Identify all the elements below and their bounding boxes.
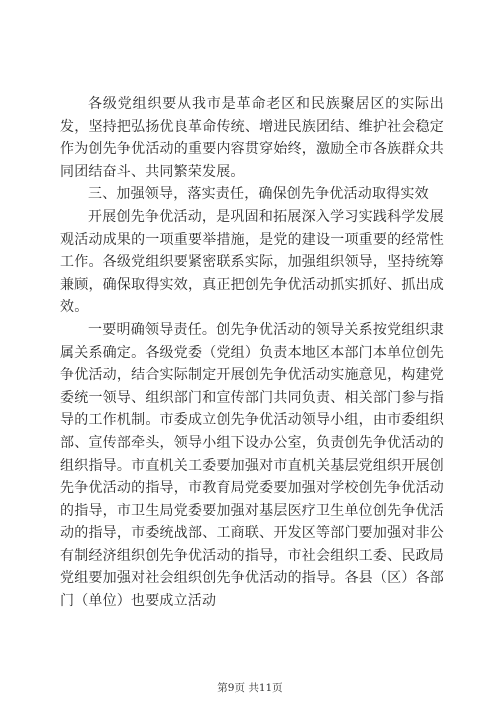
section-heading-leadership: 三、加强领导，落实责任，确保创先争优活动取得实效 [88, 186, 429, 203]
paragraph-overview: 开展创先争优活动，是巩固和拓展深入学习实践科学发展观活动成果的一项重要举措施，是党的建设一项重要的经常性工作。各级党组织要紧密联系实际，加强组织领导，坚持统筹兼顾，确保取得实效，真正把创先争优活动抓实抓好、抓出成效。 [60, 208, 444, 316]
document-body [60, 93, 444, 613]
paragraph-ethnic-unity: 各级党组织要从我市是革命老区和民族聚居区的实际出发，坚持把弘扬优良革命传统、增进民族团结、维护社会稳定作为创先争优活动的重要内容贯穿始终，激励全市各族群众共同团结奋斗、共同繁荣发展。 [60, 96, 444, 180]
page-footer: 第9页 共11页 [217, 682, 283, 694]
paragraph-leadership-responsibility: 一要明确领导责任。创先争优活动的领导关系按党组织隶属关系确定。各级党委（党组）负责本地区本部门本单位创先争优活动，结合实际制定开展创先争优活动实施意见，构建党委统一领导、组织部门和宣传部门共同负责、相关部门参与指导的工作机制。市委成立创先争优活动领导小组，由市委组织部、宣传部牵头，领导小组下设办公室，负责创先争优活动的组织指导。市直机关工委要加强对市直机关基层党组织开展创先争优活动的指导，市教育局党委要加强对学校创先争优活动的指导，市卫生局党委要加强对基层医疗卫生单位创先争优活动的指导，市委统战部、工商联、开发区等部门要加强对非公有制经济组织创先争优活动的指导，市社会组织工委、民政局党组要加强对社会组织创先争优活动的指导。各县（区）各部门（单位）也要成立活动 [60, 321, 444, 610]
